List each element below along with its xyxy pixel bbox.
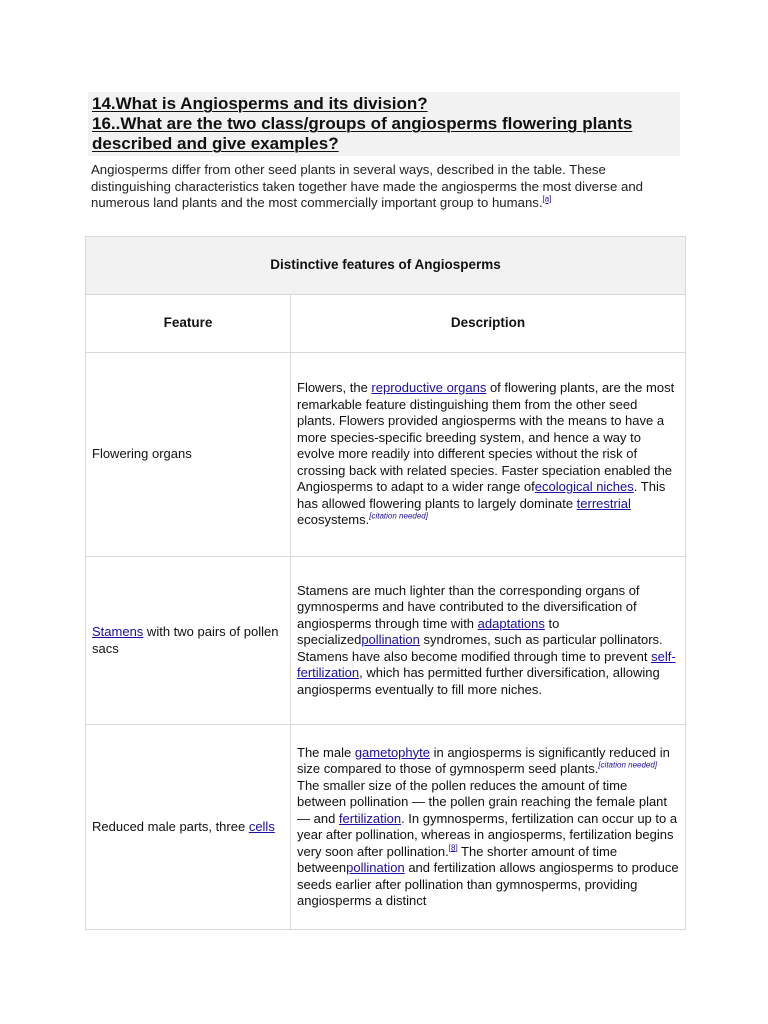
cells-link[interactable]: cells — [248, 818, 275, 834]
pollination-link[interactable]: pollination — [346, 860, 405, 875]
feature-cell — [86, 557, 291, 725]
table-row — [86, 353, 686, 557]
intro-reference-link[interactable]: [a] — [542, 194, 552, 204]
terrestrial-link[interactable]: terrestrial — [576, 495, 631, 511]
description-text: syndromes, such as particular pollinators. Stamens have also become modified through time to prevent — [297, 632, 663, 664]
description-text: The smaller size of the pollen reduces the amount of time between pollination — the pollen grain reaching the female plant — and — [297, 777, 668, 826]
feature-cell — [86, 725, 291, 930]
adaptations-link[interactable]: adaptations — [477, 615, 545, 631]
description-text: Stamens are much lighter than the corresponding organs of gymnosperms and have contributed to the diversification of angiosperms through time with — [297, 582, 640, 631]
citation-needed-link[interactable]: [citation needed] — [369, 511, 428, 521]
column-header-description: Description — [291, 295, 686, 353]
description-text: , which has permitted further diversification, allowing angiosperms eventually to fill more niches. — [297, 665, 660, 697]
intro-paragraph — [91, 162, 681, 212]
description-text: Flowers, the — [297, 380, 372, 396]
intro-text: Angiosperms differ from other seed plants in several ways, described in the table. These distinguishing characteristics taken together have made the angiosperms the most diverse and numerous land plants and the most commercially important group to humans. — [91, 162, 643, 210]
table-row — [86, 725, 686, 930]
ecological-niches-link[interactable]: ecological niches — [534, 479, 634, 495]
feature-text: with two pairs of pollen sacs — [92, 624, 279, 656]
feature-cell: Flowering organs — [86, 353, 291, 557]
description-text: in angiosperms is significantly reduced in size compared to those of gymnosperm seed plants. — [297, 744, 670, 776]
question-heading-box — [88, 92, 680, 156]
pollination-link[interactable]: pollination — [361, 632, 420, 648]
description-text: The male — [297, 744, 355, 760]
reference-8-link[interactable]: [8] — [448, 843, 458, 853]
gametophyte-link[interactable]: gametophyte — [354, 744, 430, 760]
feature-text: Reduced male parts, three — [92, 818, 249, 834]
description-cell — [291, 557, 686, 725]
table-row — [86, 557, 686, 725]
question-16-heading: 16..What are the two class/groups of angiosperms flowering plants described and give examples? — [92, 114, 633, 153]
description-cell — [291, 725, 686, 930]
description-text: of flowering plants, are the most remarkable feature distinguishing them from the other seed plants. Flowers provided angiosperms with the means to have a more species-specific breeding system, and hence a way to evolve more readily into different species without the risk of crossing back with related species. Faster speciation enabled the Angiosperms to adapt to a wider range of — [297, 380, 675, 495]
column-header-feature: Feature — [86, 295, 291, 353]
description-cell — [291, 353, 686, 557]
question-14-heading: 14.What is Angiosperms and its division? — [92, 94, 428, 113]
stamens-link[interactable]: Stamens — [92, 624, 144, 639]
description-text: . This has allowed flowering plants to largely dominate — [297, 479, 666, 511]
features-table — [85, 236, 686, 930]
reproductive-organs-link[interactable]: reproductive organs — [371, 380, 487, 396]
description-text: . In gymnosperms, fertilization can occur up to a year after pollination, whereas in angiosperms, fertilization begins very soon after pollination. — [297, 810, 678, 859]
description-text: and fertilization allows angiosperms to produce seeds earlier after pollination than gymnosperms, providing angiosperms a distinct — [297, 860, 679, 908]
description-text: ecosystems. — [297, 512, 370, 528]
citation-needed-link[interactable]: [citation needed] — [598, 760, 658, 770]
description-text: to specialized — [297, 615, 560, 648]
description-text: The shorter amount of time between — [297, 843, 618, 875]
fertilization-link[interactable]: fertilization — [338, 810, 402, 826]
self-fertilization-link[interactable]: self-fertilization — [297, 648, 676, 681]
table-caption: Distinctive features of Angiosperms — [86, 237, 686, 295]
